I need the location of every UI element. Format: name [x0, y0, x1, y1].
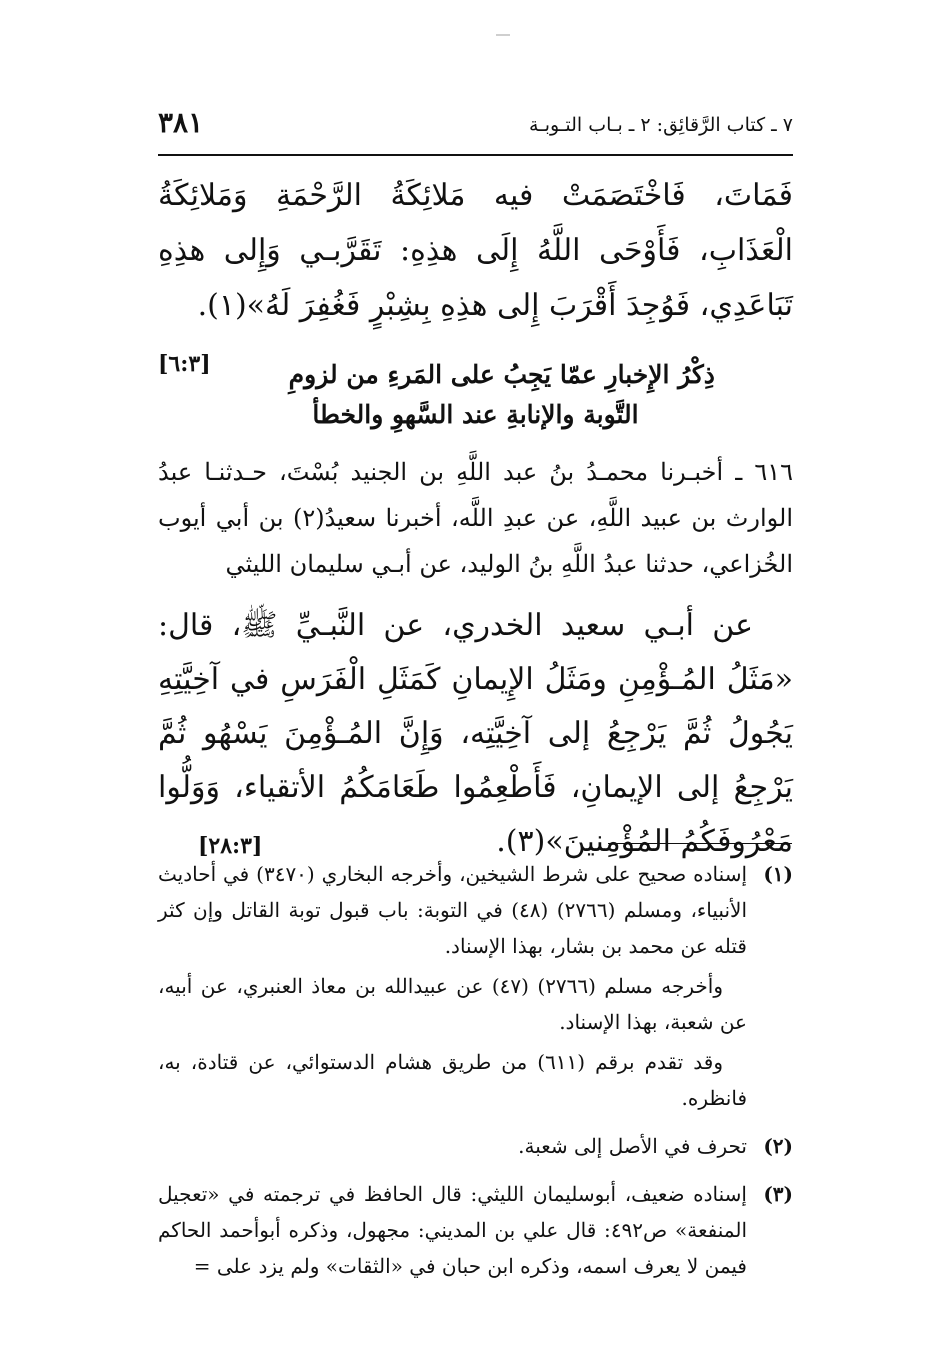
footnote-number: (١) — [763, 862, 793, 886]
footnote-rule — [608, 843, 792, 844]
header-rule — [158, 154, 793, 156]
heading-line-2: التَّوبة والإنابةِ عند السَّهوِ والخطأ — [312, 400, 639, 429]
footnotes — [158, 856, 793, 1284]
scan-mark — [496, 34, 510, 36]
main-text — [158, 168, 793, 873]
matn-text: عن أبـي سعيد الخدري، عن النَّبـيِّ ﷺ، قال: «مَثَلُ المُـؤْمِنِ ومَثَلُ الإِيمانِ كَمَثَلِ الْفَرَسِ في آخِيَّتِهِ يَجُولُ ثُمَّ يَرْجِعُ إلى آخِيَّتِه، وَإِنَّ المُـؤْمِنَ يَسْهُو ثُمَّ يَرْجِعُ إلى الإيمانِ، فَأَطْعِمُوا طَعَامَكُمُ الأتقياء، وَوَلُّوا مَعْرُوفَكُمُ المُؤْمِنينَ» — [158, 608, 793, 859]
reference-tag: [٢٨:٣] — [198, 833, 263, 859]
running-title: ٧ ـ كتاب الرَّقائِق: ٢ ـ بـاب التـوبـة — [528, 114, 793, 136]
footnote-3 — [158, 1176, 793, 1284]
footnote-text: وأخرجه مسلم (٢٧٦٦) (٤٧) عن عبيدالله بن معاذ العنبري، عن أبيه، عن شعبة، بهذا الإسناد. — [158, 974, 747, 1034]
footnote-1 — [158, 856, 793, 1116]
footnote-marker: (٣). — [496, 824, 546, 859]
footnote-text: تحرف في الأصل إلى شعبة. — [518, 1134, 747, 1158]
reference-tag: [٦:٣] — [158, 351, 211, 377]
page-number: ٣٨١ — [158, 106, 204, 139]
section-heading — [158, 355, 793, 435]
footnote-marker: (١). — [197, 288, 247, 323]
footnote-2 — [158, 1128, 793, 1164]
footnote-number: (٣) — [763, 1182, 793, 1206]
footnote-text: إسناده ضعيف، أبوسليمان الليثي: قال الحافظ في ترجمته في «تعجيل المنفعة» ص٤٩٢: قال علي بن المديني: مجهول، وذكره أبوأحمد الحاكم فيمن لا يعرف اسمه، وذكره ابن حبان في «الثقات» ولم يزد على = — [158, 1182, 748, 1278]
footnote-text: وقد تقدم برقم (٦١١) من طريق هشام الدستوائي، عن قتادة، به، فانظره. — [158, 1050, 747, 1110]
page-header — [158, 104, 793, 152]
footnote-text: إسناده صحيح على شرط الشيخين، وأخرجه البخاري (٣٤٧٠) في أحاديث الأنبياء، ومسلم (٢٧٦٦) (٤٨) في التوبة: باب قبول توبة القاتل وإن كثر قتله عن محمد بن بشار، بهذا الإسناد. — [158, 862, 748, 958]
paragraph-text: فَمَاتَ، فَاخْتَصَمَتْ فيه مَلائِكَةُ الرَّحْمَةِ وَمَلائِكَةُ الْعَذَابِ، فَأَوْحَى اللَّهُ إِلَى هذِهِ: تَقَرَّبـي وَإِلى هذِهِ تَبَاعَدِي، فَوُجِدَ أَقْرَبَ إِلى هذِهِ بِشِبْرٍ فَغُفِرَ لَهُ» — [158, 178, 793, 323]
footnote-number: (٢) — [763, 1134, 793, 1158]
heading-line-1: ذِكْرُ الإِخبارِ عمّا يَجِبُ على المَرءِ من لزومِ — [288, 360, 715, 389]
hadith-matn — [158, 599, 793, 869]
hadith-isnad: ٦١٦ ـ أخبـرنا محمـدُ بنُ عبد اللَّهِ بن الجنيد بُسْتَ، حـدثنـا عبدُ الوارث بن عبيد اللَّهِ، عن عبدِ اللَّه، أخبرنا سعيدُ(٢) بن أبي أيوب الخُزاعي، حدثنا عبدُ اللَّهِ بنُ الوليد، عن أبـي سليمان الليثي — [158, 458, 794, 578]
